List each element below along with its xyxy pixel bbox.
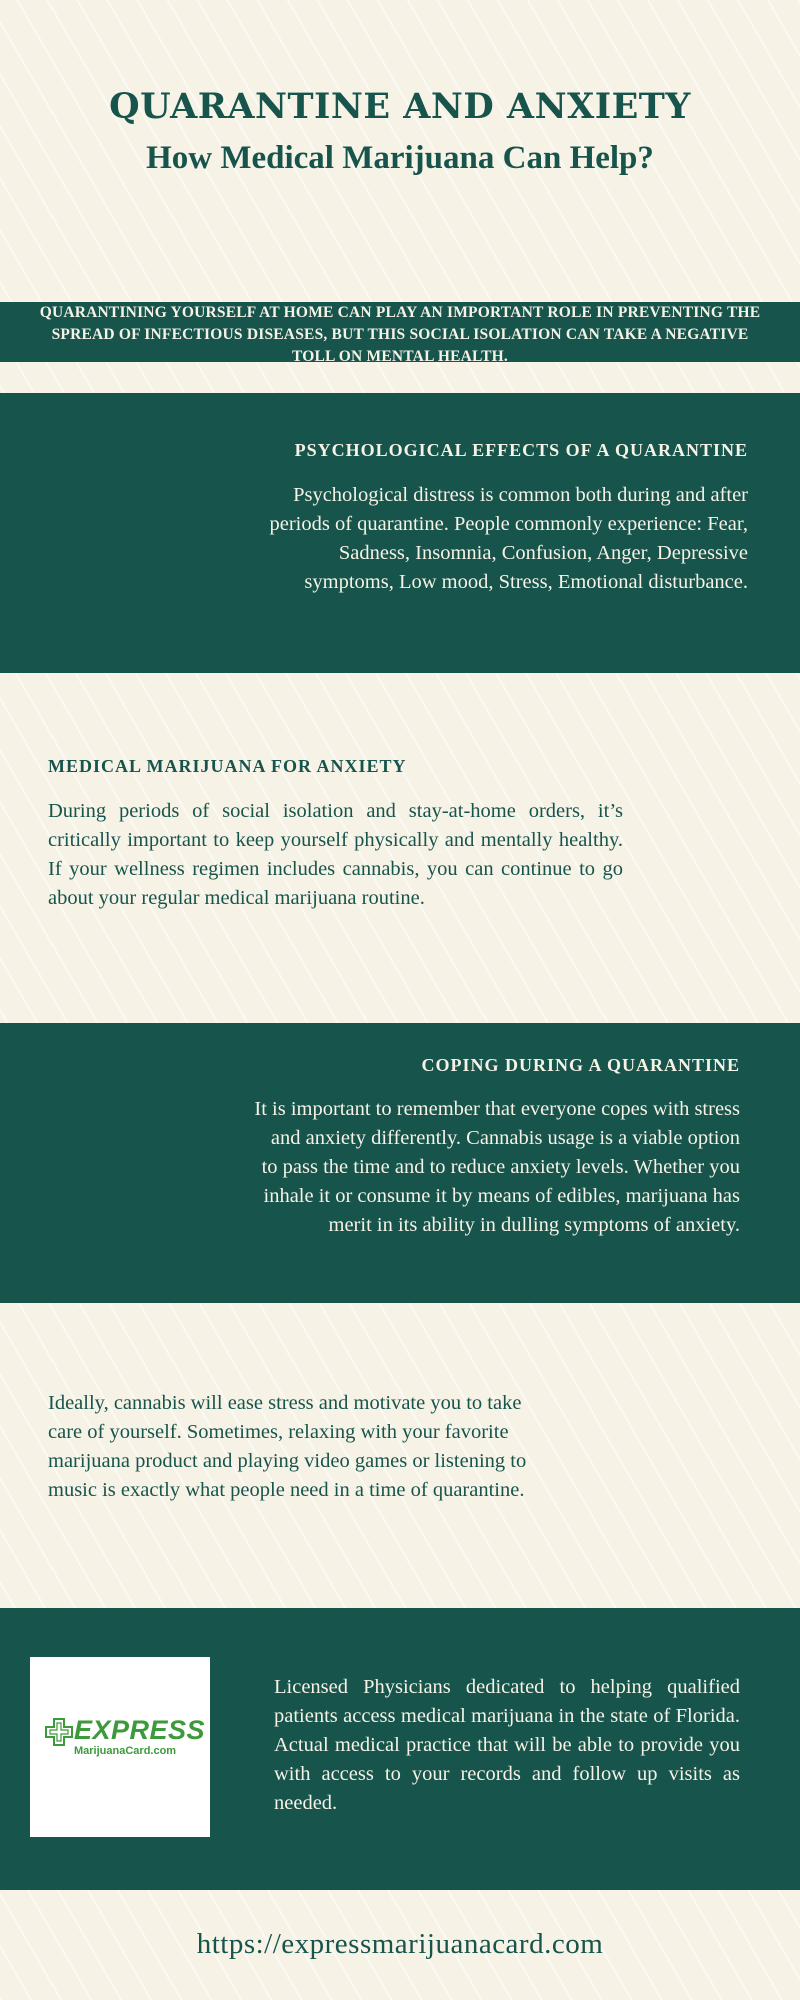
coping-heading: COPING DURING A QUARANTINE (421, 1055, 740, 1075)
psychological-heading: PSYCHOLOGICAL EFFECTS OF A QUARANTINE (294, 440, 748, 460)
page-title: QUARANTINE AND ANXIETY (109, 86, 691, 127)
ideally-body: Ideally, cannabis will ease stress and motivate you to take care of yourself. Sometimes, relaxing with your favorite marijuana product and playing video games or listening to music is exactly what people need in a time of quarantine. (48, 1392, 527, 1501)
intro-text: QUARANTINING YOURSELF AT HOME CAN PLAY AN IMPORTANT ROLE IN PREVENTING THE SPREAD OF INFECTIOUS DISEASES, BUT THIS SOCIAL ISOLATION CAN TAKE A NEGATIVE TOLL ON MENTAL HEALTH. (39, 304, 761, 365)
medical-section (0, 673, 800, 1023)
psychological-body: Psychological distress is common both during and after periods of quarantine. People commonly experience: Fear, Sadness, Insomnia, Confusion, Anger, Depressive symptoms, Low mood, Stress, Emotional disturbance. (269, 484, 748, 593)
logo-subtext: MarijuanaCard.com (74, 1745, 177, 1757)
medical-cross-icon (44, 1717, 74, 1747)
ideally-section (0, 1303, 800, 1608)
intro-banner (0, 302, 800, 365)
page-subtitle: How Medical Marijuana Can Help? (146, 140, 654, 176)
coping-body: It is important to remember that everyone copes with stress and anxiety differently. Cannabis usage is a viable option to pass the time and to reduce anxiety levels. Whether you inhale it or consume it by means of edibles, marijuana has merit in its ability in dulling symptoms of anxiety. (254, 1098, 740, 1236)
website-url[interactable]: https://expressmarijuanacard.com (196, 1928, 604, 1960)
psychological-section (0, 393, 800, 673)
medical-body: During periods of social isolation and stay-at-home orders, it’s critically important to keep yourself physically and mentally healthy. If your wellness regimen includes cannabis, you can continue to go about your regular medical marijuana routine. (48, 800, 623, 909)
express-logo (30, 1657, 210, 1837)
logo-wordmark: EXPRESS (74, 1715, 206, 1745)
coping-section (0, 1023, 800, 1303)
physicians-body: Licensed Physicians dedicated to helping qualified patients access medical marijuana in the state of Florida. Actual medical practice that will be able to provide you with access to your records and follow up visits as needed. (274, 1676, 740, 1814)
medical-heading: MEDICAL MARIJUANA FOR ANXIETY (48, 756, 407, 776)
